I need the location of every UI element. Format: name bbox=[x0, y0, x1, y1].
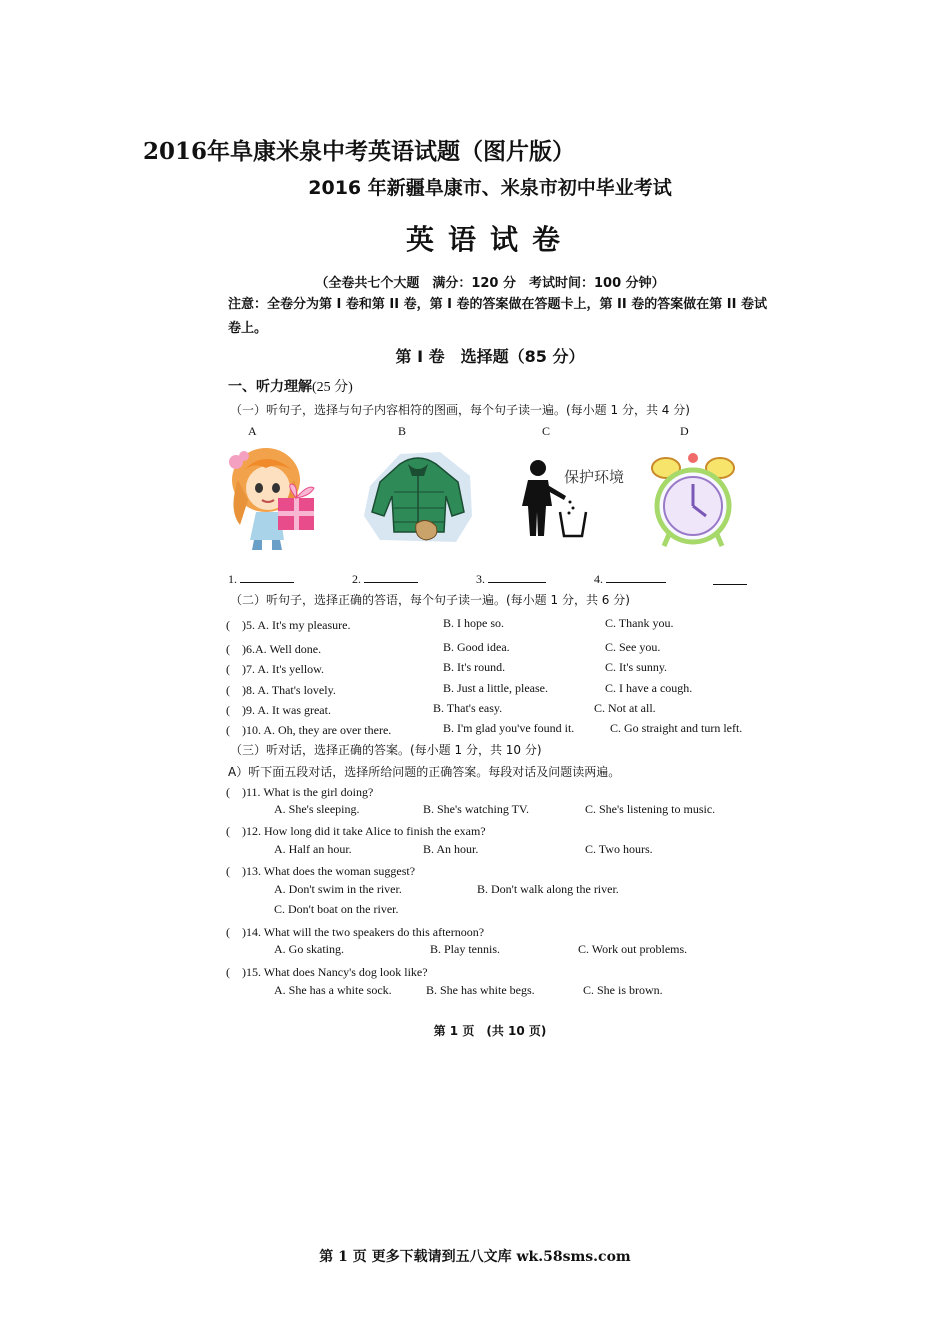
option-15a: A. She has a white sock. bbox=[274, 983, 392, 997]
question-10: ( )10. A. Oh, they are over there. bbox=[226, 723, 392, 737]
option-14b: B. Play tennis. bbox=[430, 942, 501, 956]
girl-with-gift-picture bbox=[218, 440, 333, 552]
option-14c: C. Work out problems. bbox=[578, 942, 688, 956]
sign-text: 保护环境 bbox=[564, 468, 625, 486]
question-9: ( )9. A. It was great. bbox=[226, 703, 331, 717]
picture-label-c: C bbox=[542, 424, 551, 438]
picture-label-a: A bbox=[248, 424, 257, 438]
picture-label-d: D bbox=[680, 424, 689, 438]
option-5c: C. Thank you. bbox=[605, 616, 674, 630]
exam-info: （全卷共七个大题 满分：120 分 考试时间：100 分钟） bbox=[315, 276, 665, 291]
question-6: ( )6.A. Well done. bbox=[226, 642, 322, 656]
answer-blank-4[interactable]: 4. bbox=[594, 570, 666, 587]
section-1-heading: 一、听力理解(25 分) bbox=[228, 379, 353, 395]
part-3-instruction: （三）听对话，选择正确的答案。(每小题 1 分，共 10 分) bbox=[230, 743, 542, 757]
part-3a-instruction: A）听下面五段对话，选择所给问题的正确答案。每段对话及问题读两遍。 bbox=[228, 765, 621, 779]
option-11a: A. She's sleeping. bbox=[274, 802, 360, 816]
option-13b: B. Don't walk along the river. bbox=[477, 882, 619, 896]
question-8: ( )8. A. That's lovely. bbox=[226, 683, 336, 697]
option-9c: C. Not at all. bbox=[594, 701, 656, 715]
page-number: 第 1 页 (共 10 页) bbox=[433, 1024, 547, 1038]
option-6b: B. Good idea. bbox=[443, 640, 510, 654]
option-11c: C. She's listening to music. bbox=[585, 802, 716, 816]
alarm-clock-picture bbox=[650, 450, 736, 550]
footer-download-link[interactable]: 第 1 页 更多下载请到五八文库 wk.58sms.com bbox=[319, 1249, 631, 1265]
question-5: ( )5. A. It's my pleasure. bbox=[226, 618, 351, 632]
option-15b: B. She has white begs. bbox=[426, 983, 535, 997]
option-13a: A. Don't swim in the river. bbox=[274, 882, 402, 896]
part-2-instruction: （二）听句子，选择正确的答语，每个句子读一遍。(每小题 1 分，共 6 分) bbox=[230, 593, 630, 607]
option-10b: B. I'm glad you've found it. bbox=[443, 721, 575, 735]
jacket-picture bbox=[360, 446, 478, 550]
answer-blank-5[interactable] bbox=[713, 570, 747, 589]
question-15: ( )15. What does Nancy's dog look like? bbox=[226, 965, 428, 979]
option-7c: C. It's sunny. bbox=[605, 660, 668, 674]
answer-blank-3[interactable]: 3. bbox=[476, 570, 546, 587]
option-13c: C. Don't boat on the river. bbox=[274, 902, 399, 916]
part-1-instruction: （一）听句子，选择与句子内容相符的图画，每个句子读一遍。(每小题 1 分，共 4 分) bbox=[230, 403, 690, 417]
option-12a: A. Half an hour. bbox=[274, 842, 352, 856]
option-10c: C. Go straight and turn left. bbox=[610, 721, 743, 735]
protect-environment-sign bbox=[516, 456, 632, 540]
option-6c: C. See you. bbox=[605, 640, 661, 654]
option-11b: B. She's watching TV. bbox=[423, 802, 530, 816]
document-title: 2016年阜康米泉中考英语试题（图片版） bbox=[143, 138, 576, 165]
question-13: ( )13. What does the woman suggest? bbox=[226, 864, 416, 878]
exam-note: 注意：全卷分为第 I 卷和第 II 卷，第 I 卷的答案做在答题卡上，第 II 卷的答案做在第 II 卷试卷上。 bbox=[228, 297, 767, 336]
answer-blank-1[interactable]: 1. bbox=[228, 570, 294, 587]
question-14: ( )14. What will the two speakers do this afternoon? bbox=[226, 925, 485, 939]
question-7: ( )7. A. It's yellow. bbox=[226, 662, 325, 676]
option-9b: B. That's easy. bbox=[433, 701, 503, 715]
exam-title: 2016 年新疆阜康市、米泉市初中毕业考试 bbox=[308, 177, 672, 199]
question-12: ( )12. How long did it take Alice to finish the exam? bbox=[226, 824, 486, 838]
option-12c: C. Two hours. bbox=[585, 842, 653, 856]
option-12b: B. An hour. bbox=[423, 842, 479, 856]
paper-title: 英语试卷 bbox=[405, 223, 574, 256]
answer-blank-2[interactable]: 2. bbox=[352, 570, 418, 587]
option-7b: B. It's round. bbox=[443, 660, 506, 674]
option-14a: A. Go skating. bbox=[274, 942, 344, 956]
option-15c: C. She is brown. bbox=[583, 983, 663, 997]
picture-label-b: B bbox=[398, 424, 407, 438]
question-11: ( )11. What is the girl doing? bbox=[226, 785, 374, 799]
option-8b: B. Just a little, please. bbox=[443, 681, 548, 695]
volume-1-heading: 第 I 卷 选择题（85 分） bbox=[395, 347, 585, 366]
option-5b: B. I hope so. bbox=[443, 616, 504, 630]
option-8c: C. I have a cough. bbox=[605, 681, 693, 695]
